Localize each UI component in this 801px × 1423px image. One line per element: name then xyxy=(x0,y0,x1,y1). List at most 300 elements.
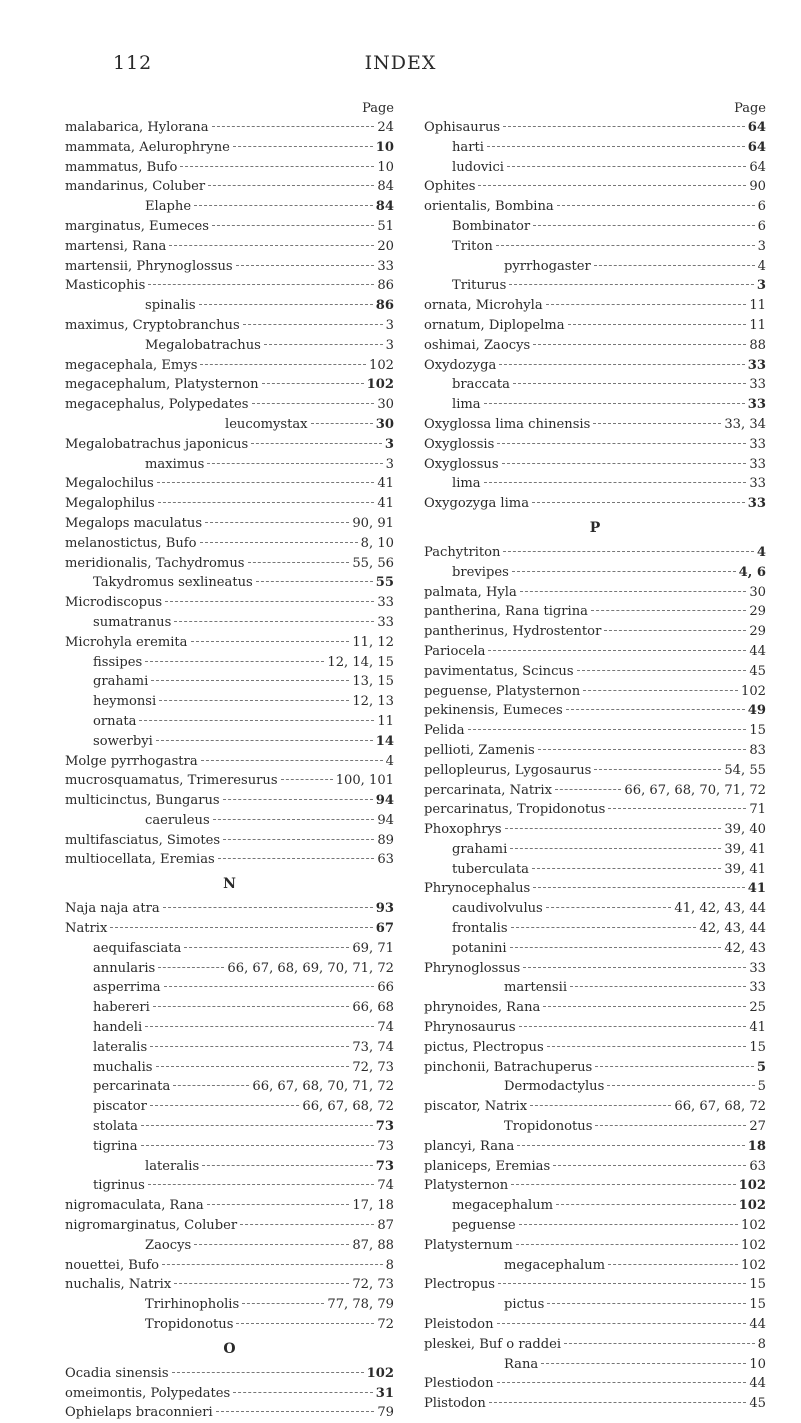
entry-pages: 55 xyxy=(375,575,394,591)
dot-leader xyxy=(546,304,747,305)
entry-name: Natrix xyxy=(65,921,108,937)
dot-leader xyxy=(184,947,349,948)
index-entry xyxy=(424,1038,766,1058)
dot-leader xyxy=(532,502,745,503)
dot-leader xyxy=(517,1145,745,1146)
dot-leader xyxy=(145,1026,374,1027)
dot-leader xyxy=(159,700,349,701)
entry-pages: 29 xyxy=(749,624,766,640)
index-entry xyxy=(424,662,766,682)
entry-pages: 86 xyxy=(375,298,394,314)
entry-name: Oxyglossa lima chinensis xyxy=(424,416,591,432)
entry-pages: 12, 14, 15 xyxy=(327,654,394,670)
index-entry xyxy=(424,998,766,1018)
dot-leader xyxy=(151,680,349,681)
entry-name: piscator, Natrix xyxy=(424,1099,528,1115)
index-entry xyxy=(424,1236,766,1256)
dot-leader xyxy=(242,1303,324,1304)
index-entry xyxy=(424,455,766,475)
entry-name: pictus xyxy=(504,1297,545,1313)
entry-pages: 44 xyxy=(749,1317,766,1333)
entry-pages: 8 xyxy=(385,1257,394,1273)
entry-pages: 11 xyxy=(749,317,766,333)
dot-leader xyxy=(165,601,374,602)
entry-pages: 72, 73 xyxy=(352,1059,394,1075)
entry-pages: 83 xyxy=(749,742,766,758)
dot-leader xyxy=(173,1085,249,1086)
dot-leader xyxy=(202,1165,373,1166)
index-entry xyxy=(65,978,394,998)
index-entry xyxy=(424,1256,766,1276)
dot-leader xyxy=(519,1224,738,1225)
entry-name: Pachytriton xyxy=(424,544,501,560)
dot-leader xyxy=(233,146,373,147)
index-entry xyxy=(65,336,394,356)
dot-leader xyxy=(264,344,383,345)
entry-pages: 11 xyxy=(377,713,394,729)
entry-pages: 10 xyxy=(375,139,394,155)
dot-leader xyxy=(520,591,747,592)
index-entry xyxy=(65,791,394,811)
dot-leader xyxy=(478,185,746,186)
dot-leader xyxy=(205,522,349,523)
entry-name: mucrosquamatus, Trimeresurus xyxy=(65,773,278,789)
index-entry xyxy=(65,919,394,939)
entry-name: habereri xyxy=(93,1000,150,1016)
index-entry xyxy=(65,672,394,692)
index-entry xyxy=(65,613,394,633)
dot-leader xyxy=(163,907,373,908)
entry-pages: 39, 41 xyxy=(724,841,766,857)
entry-name: Elaphe xyxy=(145,199,192,215)
entry-pages: 72, 73 xyxy=(352,1277,394,1293)
index-entry xyxy=(424,978,766,998)
entry-name: Trirhinopholis xyxy=(145,1297,240,1313)
dot-leader xyxy=(498,1283,746,1284)
entry-name: Ocadia sinensis xyxy=(65,1365,169,1381)
entry-name: Phoxophrys xyxy=(424,822,502,838)
index-entry xyxy=(65,1216,394,1236)
index-entry xyxy=(424,741,766,761)
dot-leader xyxy=(577,670,747,671)
entry-name: oshimai, Zaocys xyxy=(424,337,531,353)
dot-leader xyxy=(519,1026,747,1027)
dot-leader xyxy=(608,808,746,809)
entry-pages: 14 xyxy=(375,733,394,749)
dot-leader xyxy=(538,749,747,750)
dot-leader xyxy=(156,740,373,741)
index-entry xyxy=(65,395,394,415)
entry-pages: 29 xyxy=(749,604,766,620)
index-entry xyxy=(65,1295,394,1315)
entry-pages: 90, 91 xyxy=(352,515,394,531)
index-entry xyxy=(65,237,394,257)
entry-pages: 66, 67, 68, 70, 71, 72 xyxy=(252,1079,394,1095)
index-entry xyxy=(65,899,394,919)
entry-pages: 90 xyxy=(749,179,766,195)
entry-pages: 42, 43, 44 xyxy=(699,921,766,937)
entry-pages: 79 xyxy=(377,1405,394,1421)
entry-name: mandarinus, Coluber xyxy=(65,179,206,195)
entry-pages: 63 xyxy=(749,1158,766,1174)
entry-pages: 6 xyxy=(757,218,766,234)
index-entry xyxy=(424,336,766,356)
entry-pages: 102 xyxy=(366,377,394,393)
entry-name: Rana xyxy=(504,1356,539,1372)
entry-pages: 10 xyxy=(749,1356,766,1372)
entry-name: Megalobatrachus xyxy=(145,337,261,353)
entry-pages: 33 xyxy=(377,258,394,274)
entry-pages: 8, 10 xyxy=(360,535,394,551)
entry-pages: 84 xyxy=(377,179,394,195)
dot-leader xyxy=(157,482,375,483)
entry-pages: 94 xyxy=(375,793,394,809)
index-entry xyxy=(65,752,394,772)
dot-leader xyxy=(201,760,383,761)
entry-name: asperrima xyxy=(93,980,161,996)
index-entry xyxy=(424,1315,766,1335)
entry-pages: 74 xyxy=(377,1178,394,1194)
entry-pages: 30 xyxy=(749,584,766,600)
index-entry xyxy=(65,633,394,653)
dot-leader xyxy=(487,146,745,147)
entry-name: multicinctus, Bungarus xyxy=(65,793,220,809)
index-entry xyxy=(424,1394,766,1414)
dot-leader xyxy=(594,769,721,770)
dot-leader xyxy=(223,799,373,800)
entry-pages: 102 xyxy=(369,357,394,373)
index-entry xyxy=(65,455,394,475)
dot-leader xyxy=(595,1066,754,1067)
entry-name: brevipes xyxy=(452,564,509,580)
entry-name: ludovici xyxy=(452,159,504,175)
entry-pages: 25 xyxy=(749,1000,766,1016)
index-entry xyxy=(424,1374,766,1394)
entry-name: Plistodon xyxy=(424,1396,486,1412)
entry-name: Plestiodon xyxy=(424,1376,494,1392)
index-entry xyxy=(65,811,394,831)
entry-name: marginatus, Eumeces xyxy=(65,218,209,234)
dot-leader xyxy=(564,1343,755,1344)
entry-pages: 12, 13 xyxy=(352,694,394,710)
index-entry xyxy=(424,800,766,820)
entry-name: ornatum, Diplopelma xyxy=(424,317,565,333)
entry-name: Dermodactylus xyxy=(504,1079,605,1095)
dot-leader xyxy=(153,1006,350,1007)
dot-leader xyxy=(248,562,350,563)
index-entry xyxy=(65,771,394,791)
entry-name: frontalis xyxy=(452,921,508,937)
index-entry xyxy=(424,642,766,662)
entry-pages: 71 xyxy=(749,802,766,818)
index-entry xyxy=(424,1355,766,1375)
index-entry xyxy=(424,1295,766,1315)
entry-name: potanini xyxy=(452,940,507,956)
entry-pages: 88 xyxy=(749,337,766,353)
entry-name: piscator xyxy=(93,1099,147,1115)
entry-pages: 73, 74 xyxy=(352,1039,394,1055)
entry-pages: 66, 68 xyxy=(352,1000,394,1016)
index-entry xyxy=(65,1236,394,1256)
entry-pages: 51 xyxy=(377,218,394,234)
entry-pages: 33 xyxy=(749,456,766,472)
index-column-left xyxy=(65,100,394,1423)
dot-leader xyxy=(484,403,745,404)
dot-leader xyxy=(164,986,375,987)
dot-leader xyxy=(523,967,746,968)
dot-leader xyxy=(505,828,722,829)
index-entry xyxy=(424,1335,766,1355)
dot-leader xyxy=(262,383,364,384)
dot-leader xyxy=(174,1283,349,1284)
dot-leader xyxy=(200,364,366,365)
index-entry xyxy=(424,820,766,840)
entry-pages: 33 xyxy=(747,357,766,373)
index-entry xyxy=(424,761,766,781)
index-entry xyxy=(65,118,394,138)
dot-leader xyxy=(252,403,375,404)
index-entry xyxy=(424,1275,766,1295)
entry-name: tigrina xyxy=(93,1138,138,1154)
entry-pages: 64 xyxy=(747,139,766,155)
dot-leader xyxy=(511,1184,735,1185)
entry-name: multiocellata, Eremias xyxy=(65,852,215,868)
dot-leader xyxy=(511,927,697,928)
dot-leader xyxy=(194,205,373,206)
entry-name: pantherina, Rana tigrina xyxy=(424,604,588,620)
entry-name: ornata xyxy=(93,713,137,729)
entry-pages: 3 xyxy=(384,436,394,452)
index-entry xyxy=(65,534,394,554)
entry-name: pavimentatus, Scincus xyxy=(424,663,574,679)
index-entry xyxy=(424,682,766,702)
dot-leader xyxy=(158,502,375,503)
entry-pages: 33 xyxy=(749,980,766,996)
entry-name: martensii xyxy=(504,980,568,996)
entry-name: aequifasciata xyxy=(93,940,182,956)
entry-pages: 64 xyxy=(747,120,766,135)
entry-name: Tropidonotus xyxy=(145,1317,234,1333)
entry-pages: 3 xyxy=(756,278,766,294)
index-entry xyxy=(65,653,394,673)
entry-pages: 33, 34 xyxy=(724,416,766,432)
entry-pages: 33 xyxy=(749,960,766,976)
entry-name: orientalis, Bombina xyxy=(424,199,554,215)
index-entry xyxy=(65,1077,394,1097)
index-entry xyxy=(65,998,394,1018)
dot-leader xyxy=(593,423,721,424)
entry-pages: 84 xyxy=(375,199,394,215)
entry-name: stolata xyxy=(93,1119,138,1135)
index-entry xyxy=(65,375,394,395)
entry-pages: 77, 78, 79 xyxy=(327,1297,394,1313)
index-entry xyxy=(424,415,766,435)
index-entry xyxy=(424,1137,766,1157)
entry-name: pellopleurus, Lygosaurus xyxy=(424,762,592,778)
entry-pages: 73 xyxy=(375,1119,394,1135)
index-entry xyxy=(65,1137,394,1157)
page-header xyxy=(0,52,801,82)
entry-pages: 15 xyxy=(749,1297,766,1313)
entry-name: phrynoides, Rana xyxy=(424,1000,541,1016)
dot-leader xyxy=(223,839,374,840)
entry-pages: 45 xyxy=(749,1396,766,1412)
index-entry xyxy=(424,435,766,455)
dot-leader xyxy=(236,1323,374,1324)
dot-leader xyxy=(468,729,747,730)
entry-pages: 11 xyxy=(749,298,766,314)
dot-leader xyxy=(172,1372,364,1373)
entry-pages: 41 xyxy=(749,1020,766,1036)
index-entry xyxy=(65,276,394,296)
entry-name: megacephalum, Platysternon xyxy=(65,377,259,393)
index-entry xyxy=(65,356,394,376)
dot-leader xyxy=(141,1145,375,1146)
index-entry xyxy=(424,395,766,415)
index-entry xyxy=(65,1038,394,1058)
page-column-label: Page xyxy=(362,101,394,116)
entry-pages: 3 xyxy=(757,238,766,254)
entry-name: Microdiscopus xyxy=(65,595,163,611)
index-entry xyxy=(65,316,394,336)
entry-name: Oxygozyga lima xyxy=(424,496,530,512)
dot-leader xyxy=(513,383,746,384)
dot-leader xyxy=(150,1105,300,1106)
entry-name: Tropidonotus xyxy=(504,1119,593,1135)
entry-name: malabarica, Hylorana xyxy=(65,120,209,135)
dot-leader xyxy=(503,126,745,127)
entry-pages: 33 xyxy=(377,614,394,630)
entry-name: nigromaculata, Rana xyxy=(65,1198,204,1214)
entry-pages: 4, 6 xyxy=(738,564,766,580)
entry-pages: 102 xyxy=(741,1257,766,1273)
dot-leader xyxy=(240,1224,374,1225)
dot-leader xyxy=(200,542,358,543)
entry-pages: 24 xyxy=(377,120,394,135)
index-entry xyxy=(424,316,766,336)
index-entry xyxy=(65,1256,394,1276)
entry-pages: 5 xyxy=(756,1059,766,1075)
dot-leader xyxy=(191,641,350,642)
dot-leader xyxy=(150,1046,349,1047)
index-entry xyxy=(65,197,394,217)
dot-leader xyxy=(591,610,746,611)
entry-pages: 4 xyxy=(385,753,394,769)
dot-leader xyxy=(497,443,746,444)
entry-name: pellioti, Zamenis xyxy=(424,742,535,758)
entry-name: pyrrhogaster xyxy=(504,258,591,274)
entry-pages: 15 xyxy=(749,723,766,739)
entry-pages: 100, 101 xyxy=(335,773,394,789)
dot-leader xyxy=(547,1303,746,1304)
index-entry xyxy=(65,593,394,613)
dot-leader xyxy=(507,166,746,167)
entry-name: lima xyxy=(452,397,481,413)
dot-leader xyxy=(509,284,754,285)
dot-leader xyxy=(207,1204,350,1205)
entry-pages: 54, 55 xyxy=(724,762,766,778)
index-entry xyxy=(65,1275,394,1295)
dot-leader xyxy=(213,819,375,820)
entry-pages: 33 xyxy=(749,436,766,452)
entry-pages: 3 xyxy=(385,317,394,333)
dot-leader xyxy=(311,423,373,424)
dot-leader xyxy=(158,967,224,968)
index-entry xyxy=(424,158,766,178)
index-entry xyxy=(424,237,766,257)
entry-name: plancyi, Rana xyxy=(424,1138,515,1154)
entry-name: Triton xyxy=(452,238,493,254)
index-entry xyxy=(424,138,766,158)
entry-name: Platysternum xyxy=(424,1237,513,1253)
entry-name: Zaocys xyxy=(145,1237,192,1253)
dot-leader xyxy=(148,284,374,285)
index-entry xyxy=(65,959,394,979)
entry-name: Oxyglossis xyxy=(424,436,495,452)
index-entry xyxy=(65,573,394,593)
entry-pages: 15 xyxy=(749,1039,766,1055)
dot-leader xyxy=(557,205,755,206)
index-entry xyxy=(65,732,394,752)
dot-leader xyxy=(212,225,374,226)
dot-leader xyxy=(497,1382,747,1383)
dot-leader xyxy=(194,1244,349,1245)
entry-name: melanostictus, Bufo xyxy=(65,535,197,551)
index-entry xyxy=(424,622,766,642)
entry-pages: 15 xyxy=(749,1277,766,1293)
entry-name: Pariocela xyxy=(424,643,486,659)
entry-name: pekinensis, Eumeces xyxy=(424,703,563,719)
entry-pages: 66, 67, 68, 72 xyxy=(674,1099,766,1115)
index-entry xyxy=(424,602,766,622)
entry-pages: 73 xyxy=(375,1158,394,1174)
entry-name: lima xyxy=(452,476,481,492)
entry-pages: 41 xyxy=(747,881,766,897)
entry-pages: 3 xyxy=(385,337,394,353)
entry-name: peguense, Platysternon xyxy=(424,683,581,699)
entry-pages: 17, 18 xyxy=(352,1198,394,1214)
entry-pages: 33 xyxy=(749,377,766,393)
dot-leader xyxy=(488,650,746,651)
index-entry xyxy=(65,158,394,178)
entry-name: Phrynoglossus xyxy=(424,960,521,976)
dot-leader xyxy=(533,225,755,226)
entry-pages: 73 xyxy=(377,1138,394,1154)
index-entry xyxy=(424,296,766,316)
entry-pages: 102 xyxy=(366,1365,394,1381)
entry-pages: 102 xyxy=(741,683,766,699)
entry-name: pantherinus, Hydrostentor xyxy=(424,624,602,640)
entry-name: Megalobatrachus japonicus xyxy=(65,436,249,452)
entry-name: Takydromus sexlineatus xyxy=(93,575,253,591)
entry-pages: 30 xyxy=(377,397,394,413)
dot-leader xyxy=(243,324,383,325)
entry-name: Phrynosaurus xyxy=(424,1020,516,1036)
entry-name: Naja naja atra xyxy=(65,901,160,917)
dot-leader xyxy=(532,868,721,869)
entry-pages: 30 xyxy=(375,416,394,432)
index-entry xyxy=(424,257,766,277)
dot-leader xyxy=(141,1125,373,1126)
dot-leader xyxy=(496,245,755,246)
index-entry xyxy=(65,831,394,851)
entry-pages: 5 xyxy=(757,1079,766,1095)
entry-name: palmata, Hyla xyxy=(424,584,517,600)
dot-leader xyxy=(256,581,373,582)
section-letter: P xyxy=(589,519,601,536)
dot-leader xyxy=(583,690,738,691)
dot-leader xyxy=(489,1402,747,1403)
